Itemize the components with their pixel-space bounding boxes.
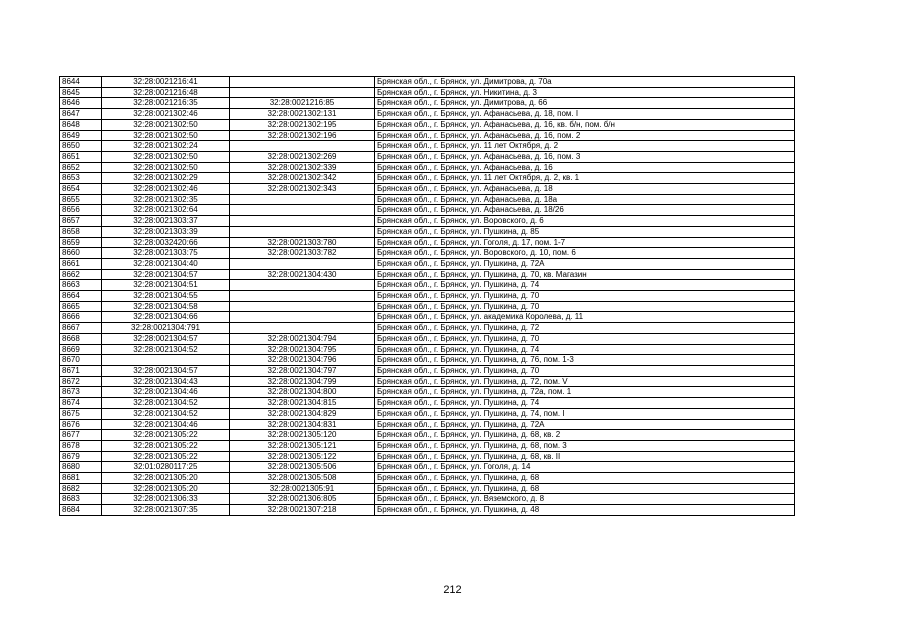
land-cadastral-number-cell: 32:28:0021304:52 [102, 344, 230, 355]
page-number: 212 [443, 584, 462, 596]
address-cell: Брянская обл., г. Брянск, ул. Пушкина, д. 74 [375, 398, 795, 409]
table-row [60, 173, 795, 184]
land-cadastral-number-cell: 32:28:0021305:22 [102, 430, 230, 441]
address-cell: Брянская обл., г. Брянск, ул. Пушкина, д. 70 [375, 301, 795, 312]
address-cell: Брянская обл., г. Брянск, ул. Гоголя, д. 17, пом. 1-7 [375, 237, 795, 248]
building-cadastral-number-cell: 32:28:0021303:782 [230, 248, 375, 259]
row-number-cell: 8681 [60, 473, 102, 484]
table-row [60, 291, 795, 302]
building-cadastral-number-cell [230, 312, 375, 323]
address-cell: Брянская обл., г. Брянск, ул. Афанасьева, д. 16, пом. 2 [375, 130, 795, 141]
address-cell: Брянская обл., г. Брянск, ул. Афанасьева, д. 18а [375, 194, 795, 205]
building-cadastral-number-cell: 32:28:0021304:831 [230, 419, 375, 430]
table-row [60, 451, 795, 462]
land-cadastral-number-cell: 32:28:0021302:64 [102, 205, 230, 216]
address-cell: Брянская обл., г. Брянск, ул. Димитрова, д. 70а [375, 77, 795, 88]
table-row [60, 130, 795, 141]
row-number-cell: 8648 [60, 119, 102, 130]
table-row [60, 216, 795, 227]
building-cadastral-number-cell [230, 323, 375, 334]
building-cadastral-number-cell: 32:28:0021304:829 [230, 408, 375, 419]
address-cell: Брянская обл., г. Брянск, ул. Гоголя, д. 14 [375, 462, 795, 473]
address-cell: Брянская обл., г. Брянск, ул. Пушкина, д. 68, кв. II [375, 451, 795, 462]
building-cadastral-number-cell: 32:28:0021304:794 [230, 333, 375, 344]
table-row [60, 419, 795, 430]
address-cell: Брянская обл., г. Брянск, ул. Никитина, д. 3 [375, 87, 795, 98]
land-cadastral-number-cell: 32:28:0021302:46 [102, 109, 230, 120]
building-cadastral-number-cell: 32:28:0021302:131 [230, 109, 375, 120]
address-cell: Брянская обл., г. Брянск, ул. Пушкина, д. 68, пом. 3 [375, 440, 795, 451]
address-cell: Брянская обл., г. Брянск, ул. Пушкина, д. 76, пом. 1-3 [375, 355, 795, 366]
building-cadastral-number-cell: 32:28:0021305:122 [230, 451, 375, 462]
land-cadastral-number-cell: 32:28:0021304:40 [102, 258, 230, 269]
building-cadastral-number-cell: 32:28:0021307:218 [230, 505, 375, 516]
land-cadastral-number-cell: 32:28:0021303:37 [102, 216, 230, 227]
building-cadastral-number-cell: 32:28:0021302:269 [230, 151, 375, 162]
building-cadastral-number-cell [230, 205, 375, 216]
table-row [60, 430, 795, 441]
land-cadastral-number-cell: 32:28:0021303:75 [102, 248, 230, 259]
building-cadastral-number-cell [230, 301, 375, 312]
land-cadastral-number-cell: 32:28:0021304:791 [102, 323, 230, 334]
table-row [60, 333, 795, 344]
land-cadastral-number-cell: 32:28:0021304:57 [102, 365, 230, 376]
row-number-cell: 8650 [60, 141, 102, 152]
registry-table [59, 76, 795, 516]
address-cell: Брянская обл., г. Брянск, ул. Вяземского, д. 8 [375, 494, 795, 505]
land-cadastral-number-cell: 32:28:0021302:35 [102, 194, 230, 205]
table-row [60, 87, 795, 98]
land-cadastral-number-cell: 32:28:0021305:20 [102, 483, 230, 494]
row-number-cell: 8679 [60, 451, 102, 462]
address-cell: Брянская обл., г. Брянск, ул. Афанасьева, д. 16, кв. б/н, пом. б/н [375, 119, 795, 130]
land-cadastral-number-cell: 32:28:0021305:22 [102, 451, 230, 462]
table-row [60, 184, 795, 195]
table-row [60, 483, 795, 494]
building-cadastral-number-cell: 32:28:0021304:795 [230, 344, 375, 355]
row-number-cell: 8684 [60, 505, 102, 516]
building-cadastral-number-cell: 32:28:0021216:85 [230, 98, 375, 109]
building-cadastral-number-cell [230, 87, 375, 98]
row-number-cell: 8672 [60, 376, 102, 387]
table-row [60, 323, 795, 334]
row-number-cell: 8664 [60, 291, 102, 302]
land-cadastral-number-cell: 32:28:0021216:41 [102, 77, 230, 88]
table-row [60, 141, 795, 152]
address-cell: Брянская обл., г. Брянск, ул. Афанасьева, д. 16, пом. 3 [375, 151, 795, 162]
table-row [60, 494, 795, 505]
table-row [60, 280, 795, 291]
table-row [60, 151, 795, 162]
land-cadastral-number-cell: 32:28:0021302:46 [102, 184, 230, 195]
address-cell: Брянская обл., г. Брянск, ул. Афанасьева, д. 18/26 [375, 205, 795, 216]
building-cadastral-number-cell [230, 141, 375, 152]
building-cadastral-number-cell: 32:28:0021303:780 [230, 237, 375, 248]
building-cadastral-number-cell: 32:28:0021306:805 [230, 494, 375, 505]
row-number-cell: 8683 [60, 494, 102, 505]
address-cell: Брянская обл., г. Брянск, ул. Афанасьева, д. 18 [375, 184, 795, 195]
address-cell: Брянская обл., г. Брянск, ул. Пушкина, д. 72А [375, 419, 795, 430]
land-cadastral-number-cell: 32:28:0032420:66 [102, 237, 230, 248]
row-number-cell: 8644 [60, 77, 102, 88]
address-cell: Брянская обл., г. Брянск, ул. Пушкина, д. 74 [375, 344, 795, 355]
row-number-cell: 8647 [60, 109, 102, 120]
row-number-cell: 8656 [60, 205, 102, 216]
row-number-cell: 8645 [60, 87, 102, 98]
building-cadastral-number-cell: 32:28:0021302:195 [230, 119, 375, 130]
address-cell: Брянская обл., г. Брянск, ул. Пушкина, д. 68, кв. 2 [375, 430, 795, 441]
building-cadastral-number-cell: 32:28:0021302:339 [230, 162, 375, 173]
table-row [60, 162, 795, 173]
land-cadastral-number-cell: 32:28:0021304:58 [102, 301, 230, 312]
row-number-cell: 8674 [60, 398, 102, 409]
address-cell: Брянская обл., г. Брянск, ул. Пушкина, д. 72 [375, 323, 795, 334]
land-cadastral-number-cell: 32:28:0021302:50 [102, 162, 230, 173]
row-number-cell: 8654 [60, 184, 102, 195]
address-cell: Брянская обл., г. Брянск, ул. Пушкина, д. 72А [375, 258, 795, 269]
address-cell: Брянская обл., г. Брянск, ул. Пушкина, д. 72, пом. V [375, 376, 795, 387]
building-cadastral-number-cell [230, 77, 375, 88]
address-cell: Брянская обл., г. Брянск, ул. Пушкина, д. 70 [375, 365, 795, 376]
building-cadastral-number-cell: 32:28:0021305:508 [230, 473, 375, 484]
land-cadastral-number-cell: 32:28:0021303:39 [102, 226, 230, 237]
table-row [60, 408, 795, 419]
building-cadastral-number-cell: 32:28:0021304:797 [230, 365, 375, 376]
land-cadastral-number-cell: 32:28:0021304:51 [102, 280, 230, 291]
land-cadastral-number-cell: 32:28:0021304:52 [102, 398, 230, 409]
building-cadastral-number-cell: 32:28:0021304:799 [230, 376, 375, 387]
address-cell: Брянская обл., г. Брянск, ул. Пушкина, д. 74, пом. I [375, 408, 795, 419]
land-cadastral-number-cell: 32:28:0021302:50 [102, 119, 230, 130]
table-row [60, 248, 795, 259]
address-cell: Брянская обл., г. Брянск, ул. Афанасьева, д. 18, пом. I [375, 109, 795, 120]
row-number-cell: 8670 [60, 355, 102, 366]
land-cadastral-number-cell: 32:28:0021307:35 [102, 505, 230, 516]
table-row [60, 440, 795, 451]
building-cadastral-number-cell: 32:28:0021305:506 [230, 462, 375, 473]
row-number-cell: 8657 [60, 216, 102, 227]
land-cadastral-number-cell: 32:28:0021216:48 [102, 87, 230, 98]
row-number-cell: 8652 [60, 162, 102, 173]
address-cell: Брянская обл., г. Брянск, ул. Воровского, д. 6 [375, 216, 795, 227]
building-cadastral-number-cell: 32:28:0021304:796 [230, 355, 375, 366]
building-cadastral-number-cell: 32:28:0021305:121 [230, 440, 375, 451]
table-row [60, 473, 795, 484]
building-cadastral-number-cell [230, 280, 375, 291]
table-row [60, 194, 795, 205]
building-cadastral-number-cell: 32:28:0021302:196 [230, 130, 375, 141]
table-row [60, 355, 795, 366]
land-cadastral-number-cell: 32:28:0021304:55 [102, 291, 230, 302]
table-row [60, 77, 795, 88]
table-row [60, 376, 795, 387]
address-cell: Брянская обл., г. Брянск, ул. Пушкина, д. 70, кв. Магазин [375, 269, 795, 280]
table-row [60, 301, 795, 312]
row-number-cell: 8677 [60, 430, 102, 441]
row-number-cell: 8673 [60, 387, 102, 398]
table-row [60, 269, 795, 280]
building-cadastral-number-cell [230, 258, 375, 269]
row-number-cell: 8668 [60, 333, 102, 344]
address-cell: Брянская обл., г. Брянск, ул. Воровского, д. 10, пом. 6 [375, 248, 795, 259]
table-row [60, 205, 795, 216]
row-number-cell: 8675 [60, 408, 102, 419]
building-cadastral-number-cell [230, 226, 375, 237]
land-cadastral-number-cell: 32:28:0021304:43 [102, 376, 230, 387]
building-cadastral-number-cell: 32:28:0021305:91 [230, 483, 375, 494]
row-number-cell: 8682 [60, 483, 102, 494]
land-cadastral-number-cell: 32:28:0021302:24 [102, 141, 230, 152]
land-cadastral-number-cell: 32:28:0021302:50 [102, 151, 230, 162]
row-number-cell: 8676 [60, 419, 102, 430]
land-cadastral-number-cell: 32:28:0021302:29 [102, 173, 230, 184]
address-cell: Брянская обл., г. Брянск, ул. 11 лет Октября, д. 2, кв. 1 [375, 173, 795, 184]
land-cadastral-number-cell: 32:28:0021306:33 [102, 494, 230, 505]
building-cadastral-number-cell: 32:28:0021304:800 [230, 387, 375, 398]
land-cadastral-number-cell: 32:01:0280117:25 [102, 462, 230, 473]
table-row [60, 312, 795, 323]
building-cadastral-number-cell: 32:28:0021304:430 [230, 269, 375, 280]
table-row [60, 98, 795, 109]
address-cell: Брянская обл., г. Брянск, ул. Пушкина, д. 72а, пом. 1 [375, 387, 795, 398]
address-cell: Брянская обл., г. Брянск, ул. Пушкина, д. 68 [375, 483, 795, 494]
address-cell: Брянская обл., г. Брянск, ул. академика Королева, д. 11 [375, 312, 795, 323]
table-row [60, 505, 795, 516]
row-number-cell: 8662 [60, 269, 102, 280]
land-cadastral-number-cell: 32:28:0021216:35 [102, 98, 230, 109]
table-row [60, 365, 795, 376]
land-cadastral-number-cell: 32:28:0021304:66 [102, 312, 230, 323]
address-cell: Брянская обл., г. Брянск, ул. Афанасьева, д. 16 [375, 162, 795, 173]
table-row [60, 462, 795, 473]
land-cadastral-number-cell [102, 355, 230, 366]
table-row [60, 109, 795, 120]
land-cadastral-number-cell: 32:28:0021304:52 [102, 408, 230, 419]
table-row [60, 387, 795, 398]
row-number-cell: 8655 [60, 194, 102, 205]
table-row [60, 344, 795, 355]
land-cadastral-number-cell: 32:28:0021304:57 [102, 333, 230, 344]
row-number-cell: 8649 [60, 130, 102, 141]
row-number-cell: 8651 [60, 151, 102, 162]
address-cell: Брянская обл., г. Брянск, ул. 11 лет Октября, д. 2 [375, 141, 795, 152]
building-cadastral-number-cell [230, 291, 375, 302]
building-cadastral-number-cell: 32:28:0021302:342 [230, 173, 375, 184]
table-row [60, 119, 795, 130]
row-number-cell: 8660 [60, 248, 102, 259]
row-number-cell: 8665 [60, 301, 102, 312]
address-cell: Брянская обл., г. Брянск, ул. Пушкина, д. 48 [375, 505, 795, 516]
row-number-cell: 8659 [60, 237, 102, 248]
address-cell: Брянская обл., г. Брянск, ул. Пушкина, д. 68 [375, 473, 795, 484]
table-row [60, 258, 795, 269]
row-number-cell: 8653 [60, 173, 102, 184]
table-row [60, 398, 795, 409]
building-cadastral-number-cell: 32:28:0021304:815 [230, 398, 375, 409]
address-cell: Брянская обл., г. Брянск, ул. Пушкина, д. 70 [375, 333, 795, 344]
building-cadastral-number-cell: 32:28:0021302:343 [230, 184, 375, 195]
row-number-cell: 8678 [60, 440, 102, 451]
row-number-cell: 8680 [60, 462, 102, 473]
row-number-cell: 8671 [60, 365, 102, 376]
row-number-cell: 8669 [60, 344, 102, 355]
land-cadastral-number-cell: 32:28:0021305:22 [102, 440, 230, 451]
building-cadastral-number-cell [230, 216, 375, 227]
row-number-cell: 8666 [60, 312, 102, 323]
land-cadastral-number-cell: 32:28:0021305:20 [102, 473, 230, 484]
row-number-cell: 8658 [60, 226, 102, 237]
row-number-cell: 8667 [60, 323, 102, 334]
address-cell: Брянская обл., г. Брянск, ул. Димитрова, д. 66 [375, 98, 795, 109]
land-cadastral-number-cell: 32:28:0021302:50 [102, 130, 230, 141]
land-cadastral-number-cell: 32:28:0021304:46 [102, 387, 230, 398]
row-number-cell: 8646 [60, 98, 102, 109]
address-cell: Брянская обл., г. Брянск, ул. Пушкина, д. 70 [375, 291, 795, 302]
building-cadastral-number-cell: 32:28:0021305:120 [230, 430, 375, 441]
land-cadastral-number-cell: 32:28:0021304:57 [102, 269, 230, 280]
row-number-cell: 8661 [60, 258, 102, 269]
row-number-cell: 8663 [60, 280, 102, 291]
table-row [60, 237, 795, 248]
address-cell: Брянская обл., г. Брянск, ул. Пушкина, д. 74 [375, 280, 795, 291]
registry-table-body [60, 77, 795, 516]
land-cadastral-number-cell: 32:28:0021304:46 [102, 419, 230, 430]
address-cell: Брянская обл., г. Брянск, ул. Пушкина, д. 85 [375, 226, 795, 237]
table-row [60, 226, 795, 237]
building-cadastral-number-cell [230, 194, 375, 205]
